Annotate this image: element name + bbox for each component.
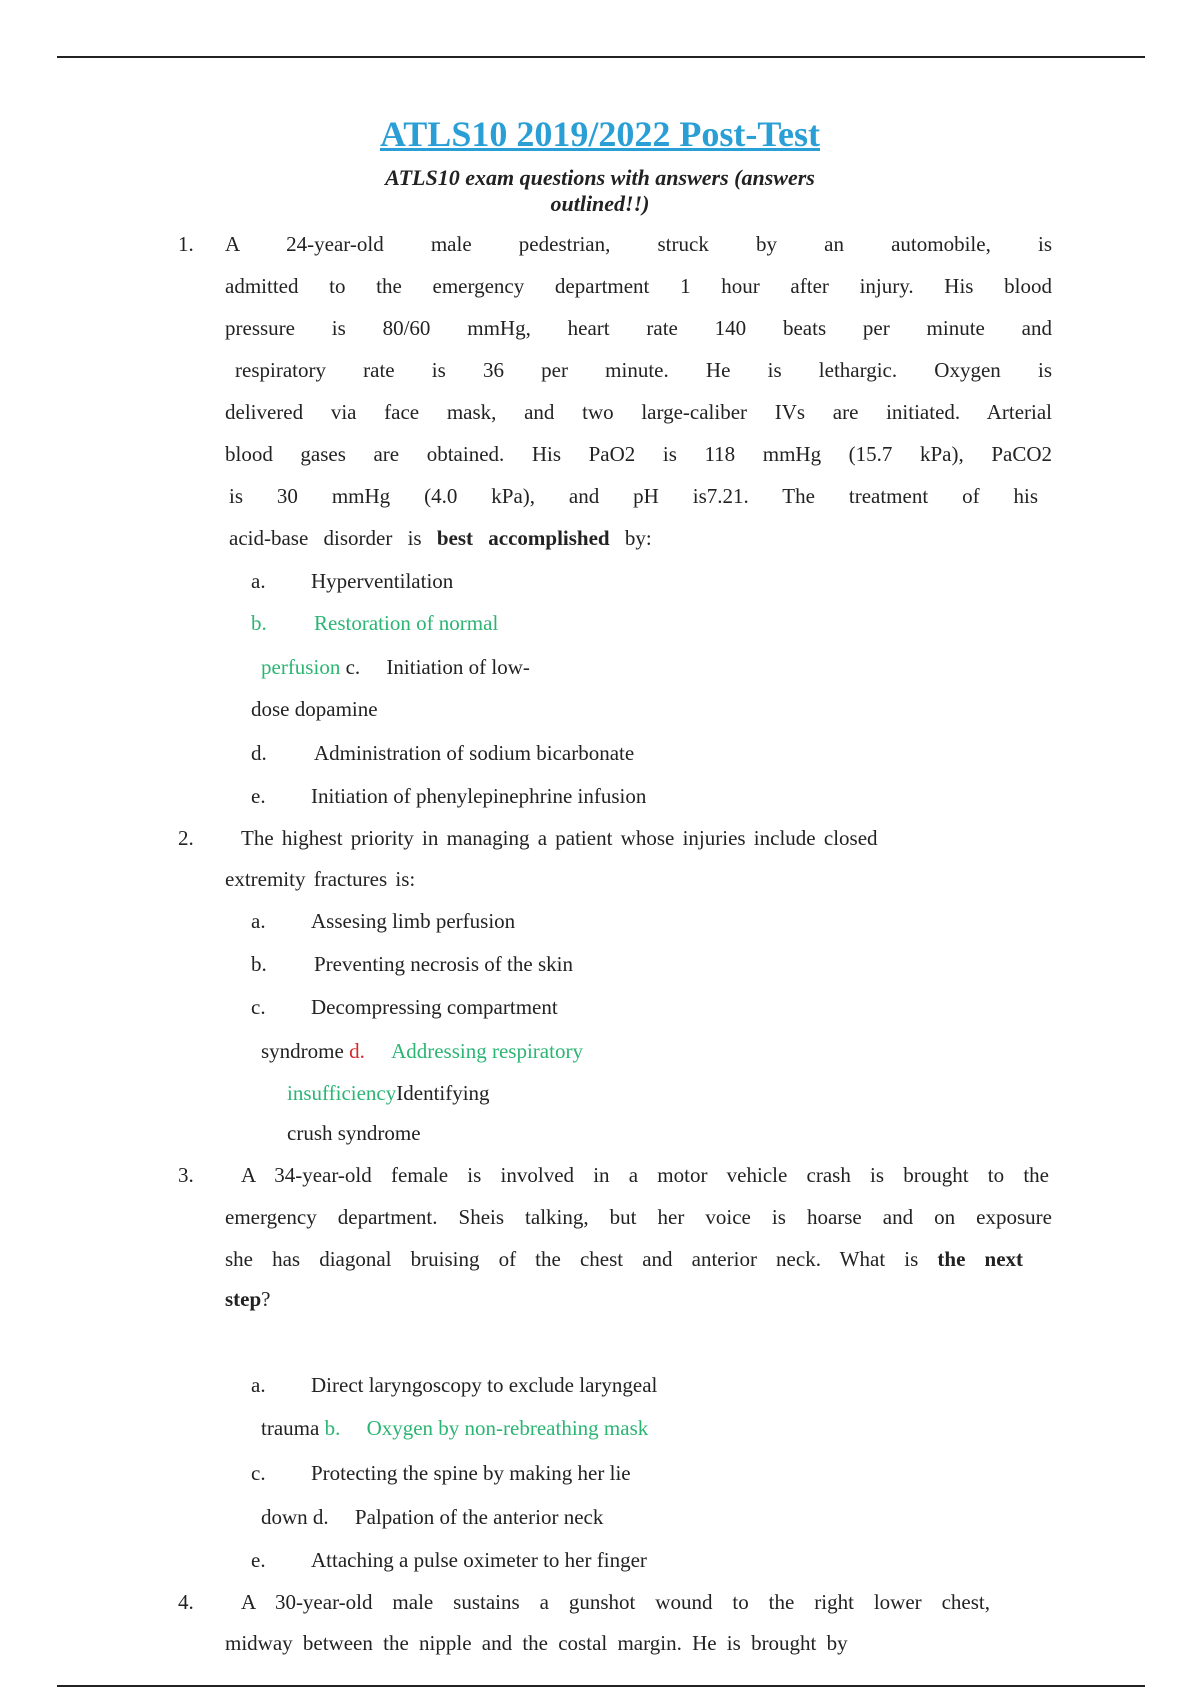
question-1-number: 1. — [178, 232, 194, 256]
question-3-option-a: a. Direct laryngoscopy to exclude laryngeal — [251, 1373, 658, 1397]
question-1-line-7: is 30 mmHg (4.0 kPa), and pH is7.21. The treatment of his — [229, 484, 1038, 508]
question-2-line-1: The highest priority in managing a patient whose injuries include closed — [241, 826, 878, 850]
question-3-number: 3. — [178, 1163, 194, 1187]
question-2-option-c: c. Decompressing compartment — [251, 995, 558, 1019]
question-1-line-6: blood gases are obtained. His PaO2 is 118 mmHg (15.7 kPa), PaCO2 — [225, 442, 1052, 466]
question-1-line-3: pressure is 80/60 mmHg, heart rate 140 beats per minute and — [225, 316, 1052, 340]
question-1-option-c: perfusion c. Initiation of low- — [261, 655, 530, 679]
question-2-option-d: syndrome d. Addressing respiratory — [261, 1039, 583, 1063]
question-1-option-e: e. Initiation of phenylepinephrine infusion — [251, 784, 647, 808]
emphasis-best-accomplished: best accomplished — [436, 526, 610, 550]
question-2-line-2: extremity fractures is: — [225, 867, 416, 891]
question-1-option-a: a. Hyperventilation — [251, 569, 454, 593]
top-rule — [57, 56, 1145, 58]
question-1-line-8: acid-base disorder is best accomplished by: — [229, 526, 652, 550]
question-2-option-d-continued: insufficiencyIdentifying — [287, 1081, 490, 1105]
question-3-option-e: e. Attaching a pulse oximeter to her finger — [251, 1548, 647, 1572]
bottom-rule — [57, 1685, 1145, 1687]
question-1-option-b: b. Restoration of normal — [251, 611, 499, 635]
question-3-line-3: she has diagonal bruising of the chest and anterior neck. What is the next — [225, 1247, 1024, 1271]
question-3-line-1: A 34-year-old female is involved in a motor vehicle crash is brought to the — [241, 1163, 1049, 1187]
question-3-line-4: step? — [225, 1287, 271, 1311]
question-3-option-b: trauma b. Oxygen by non-rebreathing mask — [261, 1416, 649, 1440]
question-1-option-d: d. Administration of sodium bicarbonate — [251, 741, 635, 765]
question-1-line-1: A 24-year-old male pedestrian, struck by an automobile, is — [225, 232, 1052, 256]
emphasis-step: step — [225, 1287, 262, 1311]
question-1-option-c-continued: dose dopamine — [251, 697, 378, 721]
document-subtitle: ATLS10 exam questions with answers (answers outlined!!) — [385, 165, 815, 216]
question-1-line-4: respiratory rate is 36 per minute. He is lethargic. Oxygen is — [235, 358, 1052, 382]
document-title: ATLS10 2019/2022 Post-Test — [379, 114, 821, 154]
question-2-option-a: a. Assesing limb perfusion — [251, 909, 516, 933]
question-3-option-c: c. Protecting the spine by making her lie — [251, 1461, 631, 1485]
question-2-number: 2. — [178, 826, 194, 850]
question-3-option-d: down d. Palpation of the anterior neck — [261, 1505, 604, 1529]
question-2-option-b: b. Preventing necrosis of the skin — [251, 952, 573, 976]
question-4-line-2: midway between the nipple and the costal margin. He is brought by — [225, 1631, 848, 1655]
question-1-line-2: admitted to the emergency department 1 hour after injury. His blood — [225, 274, 1052, 298]
question-2-option-e-continued: crush syndrome — [287, 1121, 421, 1145]
question-4-line-1: A 30-year-old male sustains a gunshot wound to the right lower chest, — [241, 1590, 990, 1614]
question-4-number: 4. — [178, 1590, 194, 1614]
emphasis-the-next: the next — [937, 1247, 1024, 1271]
question-3-line-2: emergency department. Sheis talking, but her voice is hoarse and on exposure — [225, 1205, 1052, 1229]
question-1-line-5: delivered via face mask, and two large-caliber IVs are initiated. Arterial — [225, 400, 1052, 424]
